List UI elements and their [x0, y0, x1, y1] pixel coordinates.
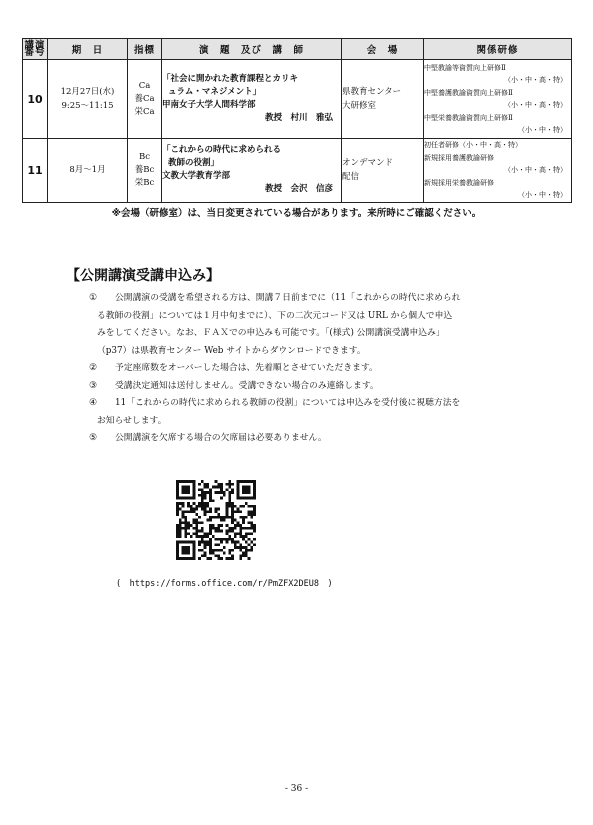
target-code: Bc [138, 151, 150, 162]
header-target: 指標 [128, 39, 162, 60]
item-text: みをしてください。なお、ＦＡＸでの申込みも可能です。「(様式) 公開講演受講申込み」 [97, 328, 445, 338]
item-text: 予定座席数をオーバーした場合は、先着順とさせていただきます。 [115, 363, 378, 373]
training-name: 中堅養護教諭資質向上研修Ⅱ [424, 88, 513, 97]
time-line: 9:25～11:15 [61, 101, 114, 111]
lecture-venue [342, 60, 424, 139]
training-name: 中堅栄養教諭資質向上研修Ⅱ [424, 113, 513, 122]
header-lecture: 演 題 及び 講 師 [162, 39, 342, 60]
venue-change-notice: ※会場（研修室）は、当日変更されている場合があります。来所時にご確認ください。 [111, 208, 482, 219]
training-target: （小・中・高・特） [504, 166, 567, 174]
training-name: 新規採用栄養教諭研修 [424, 178, 494, 187]
table-row [23, 60, 572, 139]
page-number: - 36 - [284, 784, 309, 794]
lecture-affiliation: 文教大学教育学部 [162, 171, 231, 182]
lecture-number: 11 [23, 139, 48, 203]
header-venue: 会 場 [342, 39, 424, 60]
header-number: 講演番号 [24, 40, 46, 58]
item-text: 公開講演の受講を希望される方は、開講７日前までに（11「これからの時代に求められ [115, 293, 461, 303]
list-item [83, 378, 553, 396]
list-item [83, 430, 553, 448]
target-code: 栄Ca [134, 106, 155, 117]
lecture-number: 10 [23, 60, 48, 139]
venue-line: 大研修室 [342, 101, 377, 111]
target-code: 養Bc [134, 164, 155, 175]
date-line: 12月27日(水) [60, 87, 115, 97]
related-training [424, 139, 572, 203]
lecture-professor: 教授 会沢 信彦 [264, 184, 333, 195]
training-target: （小・中・高・特） [504, 76, 567, 84]
venue-line: 配信 [342, 172, 360, 183]
application-instructions [83, 290, 553, 448]
lecture-title: ュラム・マネジメント」 [168, 87, 262, 97]
training-target: （小・中・高・特） [504, 101, 567, 109]
lecture-info [162, 60, 342, 139]
item-text: お知らせします。 [97, 415, 167, 426]
qr-code-icon[interactable] [176, 480, 256, 560]
header-related: 関係研修 [424, 39, 572, 60]
training-name: 初任者研修（小・中・高・特） [424, 141, 522, 149]
training-name: 中堅教諭等資質向上研修Ⅱ [424, 63, 506, 72]
lecture-target [128, 139, 162, 203]
item-text: 受講決定通知は送付しません。受講できない場合のみ連絡します。 [115, 380, 379, 391]
lecture-title: 「これからの時代に求められる [162, 145, 282, 156]
lecture-title: 「社会に開かれた教育課程とカリキ [162, 74, 299, 84]
item-marker: ③ [89, 380, 97, 391]
lecture-info [162, 139, 342, 203]
item-text: （p37）は県教育センター Web サイトからダウンロードできます。 [97, 345, 366, 356]
date-line: 8月～1月 [69, 165, 106, 176]
target-code: 養Ca [134, 93, 155, 104]
header-date: 期 日 [48, 39, 128, 60]
application-url[interactable]: ( https://forms.office.com/r/PmZFX2DEU8 ) [116, 579, 333, 589]
lecture-date [48, 139, 128, 203]
lecture-schedule-table [22, 38, 572, 203]
item-text: 11「これからの時代に求められる教師の役割」については申込みを受付後に視聴方法を [115, 398, 461, 408]
item-text: る教師の役割」については１月中旬までに）、下の二次元コード又は URL から個人で申込 [97, 310, 453, 321]
item-text: 公開講演を欠席する場合の欠席届は必要ありません。 [115, 433, 327, 443]
table-header-row [23, 39, 572, 60]
venue-line: オンデマンド [342, 158, 394, 169]
list-item [83, 290, 553, 360]
item-marker: ④ [89, 398, 97, 408]
item-marker: ⑤ [89, 433, 97, 443]
lecture-date [48, 60, 128, 139]
training-name: 新規採用養護教諭研修 [424, 153, 494, 162]
venue-line: 県教育センター [342, 87, 402, 97]
lecture-title: 教師の役割」 [168, 158, 220, 169]
lecture-target [128, 60, 162, 139]
target-code: 栄Bc [134, 177, 155, 188]
section-title: 【公開講演受講申込み】 [66, 268, 220, 284]
lecture-affiliation: 甲南女子大学人間科学部 [162, 100, 256, 110]
list-item [83, 360, 553, 378]
training-target: （小・中・特） [518, 191, 567, 199]
training-target: （小・中・特） [518, 126, 567, 134]
table-row [23, 139, 572, 203]
item-marker: ② [89, 363, 97, 373]
target-code: Ca [138, 80, 151, 91]
list-item [83, 395, 553, 430]
lecture-venue [342, 139, 424, 203]
lecture-professor: 教授 村川 雅弘 [264, 113, 333, 123]
item-marker: ① [89, 293, 97, 303]
related-training [424, 60, 572, 139]
